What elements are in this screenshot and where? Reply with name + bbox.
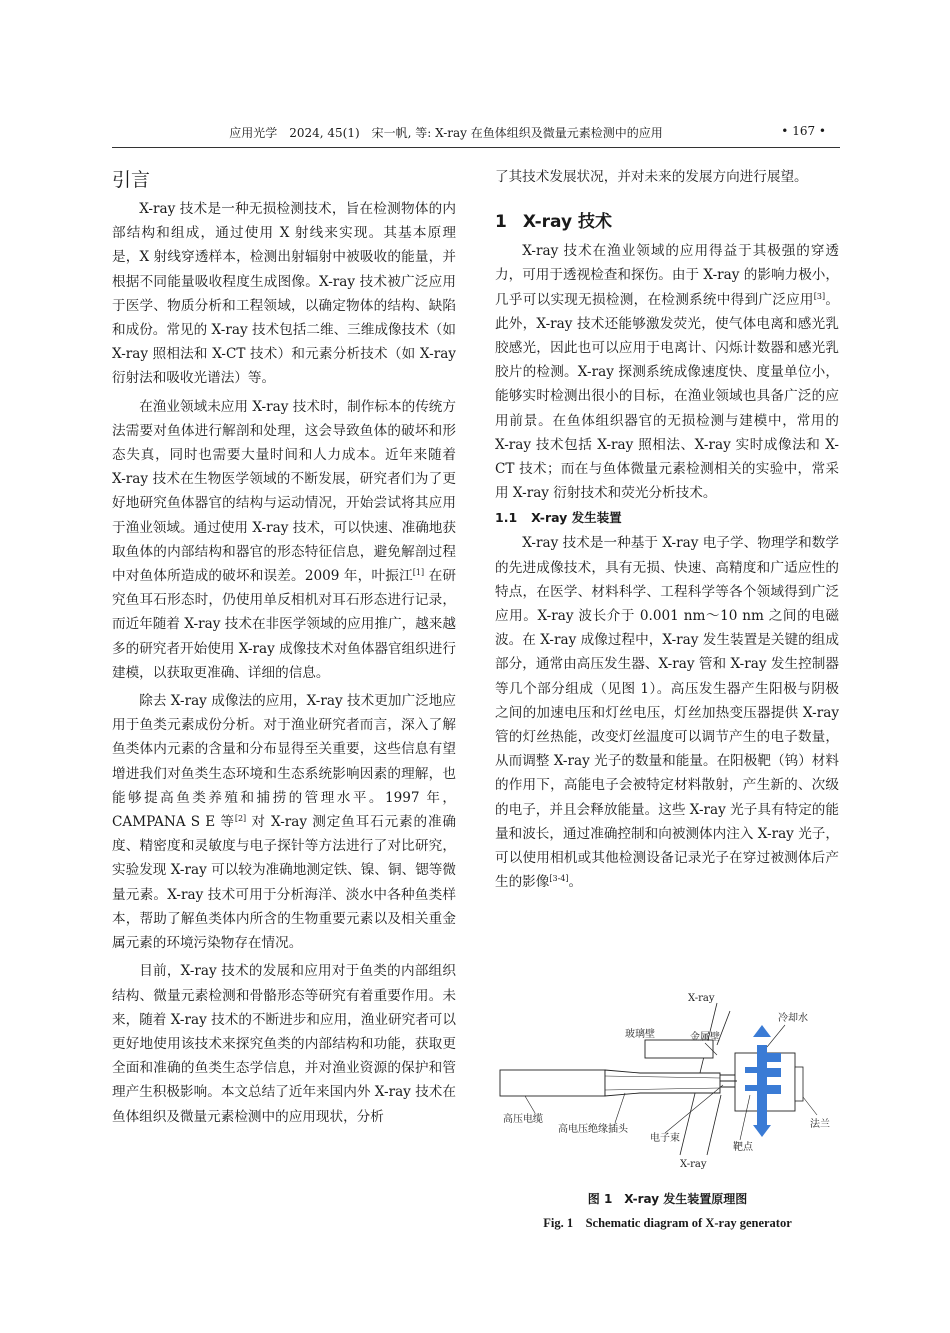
running-title: 应用光学 2024, 45(1) 宋一帆, 等: X-ray 在鱼体组织及微量元素检测中的应用	[229, 126, 663, 140]
intro-paragraph-1: X-ray 技术是一种无损检测技术，旨在检测物体的内部结构和组成，通过使用 X 射线来实现。其基本原理是，X 射线穿透样本，检测出射辐射中被吸收的能量，并根据不同能量吸收程度生成图像。X-ray 技术被广泛应用于医学、物质分析和工程领域，以确定物体的结构、缺陷和成份。常见的 X-ray 技术包括二维、三维成像技术（如 X-ray 照相法和 X-CT 技术）和元素分析技术（如 X-ray 衍射法和吸收光谱法）等。	[112, 201, 456, 387]
left-column	[112, 165, 456, 1129]
figure-1-caption-cn: 图 1 X-ray 发生装置原理图	[587, 1192, 748, 1206]
label-cooling-water: 冷却水	[778, 1013, 808, 1024]
running-header	[112, 122, 840, 148]
citation-3-4[interactable]: [3-4]	[549, 874, 569, 884]
intro-p3-text-a: 除去 X-ray 成像法的应用，X-ray 技术更加广泛地应用于鱼类元素成份分析。对于渔业研究者而言，深入了解鱼类体内元素的含量和分布显得至关重要，这些信息有望增进我们对鱼类生态环境和生态系统影响因素的理解，也能够提高鱼类养殖和捕捞的管理水平。1997 年，CAMPANA S E 等	[112, 693, 456, 831]
intro-paragraph-4-continued: 了其技术发展状况，并对未来的发展方向进行展望。	[495, 169, 808, 185]
leader-target	[740, 1095, 750, 1140]
leader-hv-cable	[525, 1096, 535, 1113]
intro-paragraph-2	[112, 395, 456, 685]
citation-3[interactable]: [3]	[813, 291, 826, 301]
xray-line-lower	[707, 1095, 721, 1155]
intro-paragraph-3	[112, 689, 456, 955]
cooling-fin-3	[767, 1085, 781, 1094]
hv-cable-shape	[500, 1070, 605, 1096]
section-1-title: X-ray 技术	[522, 212, 612, 233]
label-electron-beam: 电子束	[650, 1133, 680, 1144]
subsection-1-1-text-b: 。	[568, 874, 583, 891]
hv-plug-shape	[605, 1070, 720, 1096]
cooling-water-anode	[745, 1025, 781, 1137]
subsection-1-1-paragraph	[495, 531, 839, 894]
intro-heading: 引言	[112, 169, 151, 191]
right-column	[495, 165, 839, 894]
figure-1	[495, 985, 840, 1230]
label-hv-plug: 高电压绝缘插头	[558, 1124, 628, 1135]
cooling-arrow-in	[753, 1025, 771, 1037]
label-metal-wall: 金属壁	[690, 1032, 720, 1043]
label-glass-wall: 玻璃壁	[625, 1029, 655, 1040]
figure-1-caption-en: Fig. 1 Schematic diagram of X-ray generator	[543, 1216, 792, 1230]
cooling-arrow-out	[753, 1125, 771, 1137]
citation-1[interactable]: [1]	[412, 568, 425, 578]
intro-paragraph-4: 目前，X-ray 技术的发展和应用对于鱼类的内部组织结构、微量元素检测和骨骼形态等研究有着重要作用。未来，随着 X-ray 技术的不断进步和应用，渔业研究者可以更好地使用该技术来探究鱼类的内部结构和功能，获取更全面和准确的鱼类生态学信息，并对渔业资源的保护和管理产生积极影响。本文总结了近年来国内外 X-ray 技术在鱼体组织及微量元素检测中的应用现状，分析	[112, 963, 456, 1125]
leader-flange	[803, 1097, 817, 1115]
section-1-heading	[495, 209, 839, 235]
intro-p2-text-b: 在研究鱼耳石形态时，仍使用单反相机对耳石形态进行记录，而近年随着 X-ray 技术在非医学领域的应用推广，越来越多的研究者开始使用 X-ray 成像技术对鱼体器官组织进行建模，以获取更准确、详细的信息。	[112, 568, 456, 681]
label-xray-bottom: X-ray	[680, 1159, 707, 1170]
cooling-fin-2	[767, 1068, 781, 1077]
label-hv-cable: 高压电缆	[503, 1114, 543, 1125]
section-1-text-a: X-ray 技术在渔业领域的应用得益于其极强的穿透力，可用于透视检查和探伤。由于 X-ray 的影响力极小，几乎可以实现无损检测，在检测系统中得到广泛应用	[495, 243, 839, 308]
subsection-1-1-heading	[495, 507, 839, 529]
cooling-fin-1	[767, 1053, 781, 1062]
label-xray-top: X-ray	[688, 993, 715, 1004]
cooling-column	[757, 1045, 767, 1125]
page-number: • 167 •	[781, 124, 826, 138]
section-1-paragraph	[495, 239, 839, 505]
intro-p3-text-b: 对 X-ray 测定鱼耳石元素的准确度、精密度和灵敏度与电子探针等方法进行了对比研究，实验发现 X-ray 可以较为准确地测定铁、镍、铜、锶等微量元素。X-ray 技术可用于分析海洋、淡水中各种鱼类样本，帮助了解鱼类体内所含的生物重要元素以及相关重金属元素的环境污染物存在情况。	[112, 814, 457, 952]
section-1-number: 1	[495, 212, 507, 233]
anode-block-1	[745, 1067, 757, 1073]
intro-p2-text-a: 在渔业领域未应用 X-ray 技术时，制作标本的传统方法需要对鱼体进行解剖和处理，这会导致鱼体的破坏和形态失真，同时也需要大量时间和人力成本。近年来随着 X-ray 技术在生物医学领域的不断发展，研究者们为了更好地研究鱼体器官的结构与运动情况，开始尝试将其应用于渔业领域。通过使用 X-ray 技术，可以快速、准确地获取鱼体的内部结构和器官的形态特征信息，避免解剖过程中对鱼体所造成的破坏和误差。2009 年，叶振江	[112, 398, 456, 585]
subsection-1-1-title: X-ray 发生装置	[531, 510, 622, 526]
leader-hv-plug	[615, 1093, 625, 1123]
citation-2[interactable]: [2]	[234, 814, 247, 824]
section-1-text-b: 。此外，X-ray 技术还能够激发荧光，使气体电离和感光乳胶感光，因此也可以应用于电离计、闪烁计数器和感光乳胶片的检测。X-ray 探测系统成像速度快、度量单位小，能够实时检测出很小的目标，在渔业领域也具备广泛的应用前景。在鱼体组织器官的无损检测与建模中，常用的 X-ray 技术包括 X-ray 照相法、X-ray 实时成像法和 X-CT 技术；而在与鱼体微量元素检测相关的实验中，常采用 X-ray 衍射技术和荧光分析技术。	[495, 291, 840, 502]
xray-generator-diagram	[495, 985, 840, 1185]
flange-shape	[795, 1067, 803, 1101]
subsection-1-1-text-a: X-ray 技术是一种基于 X-ray 电子学、物理学和数学的先进成像技术，具有无损、快速、高精度和广适应性的特点，在医学、材料科学、工程科学等各个领域得到广泛应用。X-ray 波长介于 0.001 nm～10 nm 之间的电磁波。在 X-ray 成像过程中，X-ray 发生装置是关键的组成部分，通常由高压发生器、X-ray 管和 X-ray 发生控制器等几个部分组成（见图 1）。高压发生器产生阳极与阴极之间的加速电压和灯丝电压，灯丝加热变压器提供 X-ray 管的灯丝热能，改变灯丝温度可以调节产生的电子数量，从而调整 X-ray 光子的数量和能量。在阳极靶（钨）材料的作用下，高能电子会被特定材料散射，产生新的、次级的电子，并且会释放能量。这些 X-ray 光子具有特定的能量和波长，通过准确控制和向被测体内注入 X-ray 光子，可以使用相机或其他检测设备记录光子在穿过被测体后产生的影像	[495, 535, 839, 891]
subsection-1-1-number: 1.1	[495, 510, 518, 526]
label-target: 靶点	[733, 1142, 753, 1153]
label-flange: 法兰	[810, 1119, 830, 1130]
anode-block-2	[745, 1085, 757, 1091]
